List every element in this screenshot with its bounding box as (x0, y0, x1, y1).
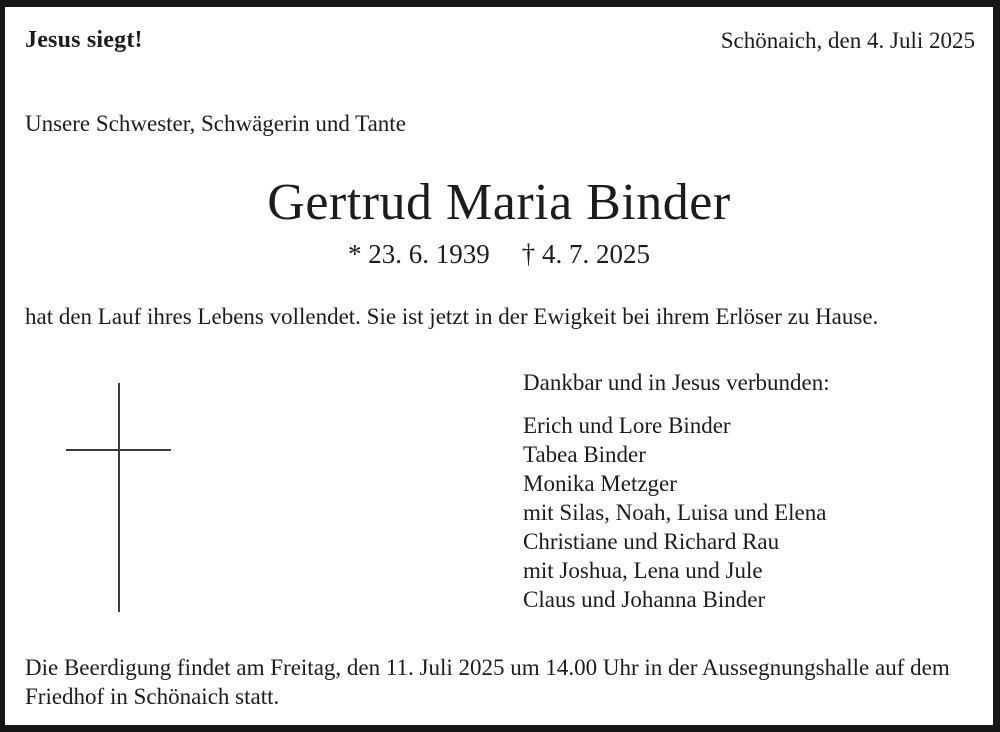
mourners-list (523, 411, 983, 614)
mourner-item: Monika Metzger (523, 471, 677, 496)
mourner-item: mit Joshua, Lena und Jule (523, 558, 763, 583)
intro-line: Unsere Schwester, Schwägerin und Tante (25, 111, 406, 136)
life-sentence: hat den Lauf ihres Lebens vollendet. Sie ist jetzt in der Ewigkeit bei ihrem Erlöser zu Hause. (25, 304, 879, 329)
birth-date: * 23. 6. 1939 (348, 239, 490, 269)
motto-text: Jesus siegt! (25, 27, 143, 53)
funeral-details: Die Beerdigung findet am Freitag, den 11. Juli 2025 um 14.00 Uhr in der Aussegnungshalle auf dem Friedhof in Schönaich statt. (25, 655, 950, 709)
deceased-name: Gertrud Maria Binder (267, 174, 731, 231)
mourners-heading: Dankbar und in Jesus verbunden: (523, 370, 830, 395)
place-and-date: Schönaich, den 4. Juli 2025 (720, 28, 975, 53)
death-date: † 4. 7. 2025 (521, 239, 650, 269)
cross-vertical-bar (118, 383, 120, 612)
mourner-item: Christiane und Richard Rau (523, 529, 780, 554)
cross-horizontal-bar (66, 449, 171, 451)
mourner-item: mit Silas, Noah, Luisa und Elena (523, 500, 827, 525)
mourner-item: Tabea Binder (523, 442, 646, 467)
mourner-item: Claus und Johanna Binder (523, 587, 766, 612)
life-dates (5, 239, 993, 270)
mourner-item: Erich und Lore Binder (523, 413, 731, 438)
mourners-section (523, 370, 983, 614)
